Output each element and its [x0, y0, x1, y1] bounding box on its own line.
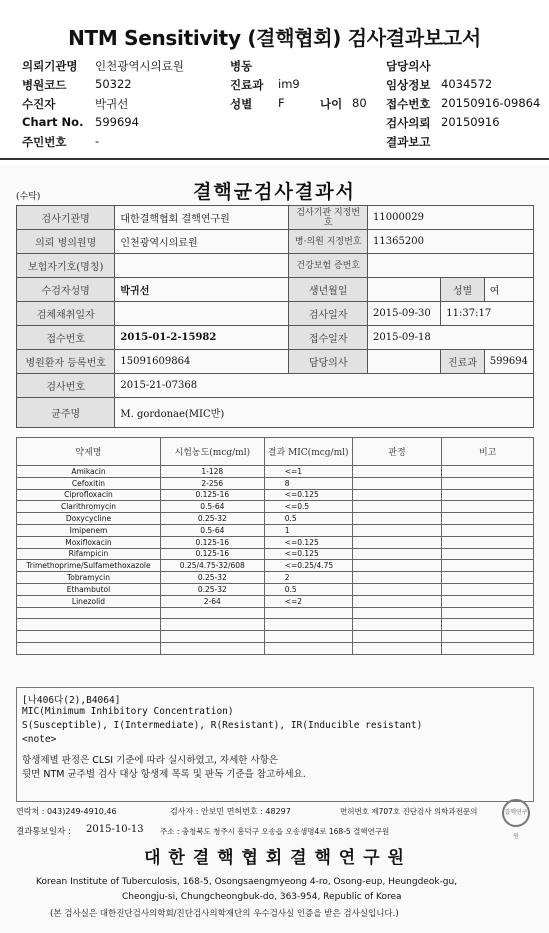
drug-name: Amikacin	[17, 466, 161, 478]
column-header: 비고	[442, 438, 534, 466]
test-range: 0.125-16	[160, 536, 264, 548]
organization-name: 대 한 결 핵 협 회 결 핵 연 구 원	[144, 848, 405, 868]
address: 주소 : 충청북도 청주시 흥덕구 오송읍 오송생명4로 168-5 결핵연구원	[160, 827, 390, 836]
license: 면허번호 제707호 진단검사 의학과전문의	[340, 807, 478, 816]
hospital-number: 11365200	[368, 230, 534, 254]
header-label: 병원코드	[22, 78, 67, 92]
test-range: 2-256	[160, 477, 264, 489]
field-label: 성별	[441, 278, 484, 302]
mic-result: 1	[264, 524, 352, 536]
field-label: 생년월일	[289, 278, 368, 302]
empty-cell	[264, 631, 352, 643]
report-tag: (수탁)	[16, 192, 41, 202]
remark	[442, 513, 534, 525]
note-line: 항생제별 판정은 CLSI 기준에 따라 실시하였고, 자세한 사항은	[22, 755, 278, 766]
interpretation	[352, 560, 442, 572]
sensitivity-table	[16, 437, 534, 655]
column-header: 결과 MIC(mcg/ml)	[264, 438, 352, 466]
drug-name: Linezolid	[17, 595, 161, 607]
column-header: 판정	[352, 438, 442, 466]
mic-result: 2	[264, 572, 352, 584]
field-label: 건강보험 증번호	[289, 254, 368, 278]
drug-name: Rifampicin	[17, 548, 161, 560]
specimen-date	[115, 302, 289, 326]
header-value: 599694	[95, 115, 139, 129]
table-row	[17, 206, 534, 230]
header-value: 50322	[95, 77, 132, 91]
empty-cell	[160, 607, 264, 619]
interpretation	[352, 583, 442, 595]
interpretation	[352, 489, 442, 501]
test-range: 0.25-32	[160, 513, 264, 525]
drug-name: Clarithromycin	[17, 501, 161, 513]
table-row	[17, 548, 534, 560]
certification-note: (본 검사실은 대한진단검사의학회/진단검사의학재단의 우수검사실 인증을 받은 검사실입니다.)	[50, 909, 399, 919]
table-row	[17, 374, 534, 398]
header-label: 수진자	[22, 97, 56, 111]
field-label: 보험자기호(명칭)	[17, 254, 115, 278]
test-range: 0.25-32	[160, 583, 264, 595]
interpretation	[352, 548, 442, 560]
note-line: [나406다(2),B4064]	[22, 695, 121, 706]
field-label: 검사번호	[17, 374, 115, 398]
inspector: 검사자 : 안보민 면허번호 : 48297	[170, 807, 291, 816]
header-value: -	[95, 134, 100, 148]
hospital-name: 인천광역시의료원	[115, 230, 289, 254]
note-line: 뒷면 NTM 균주별 검사 대상 항생제 목록 및 판독 기준을 참고하세요.	[22, 769, 306, 780]
interpretation	[352, 477, 442, 489]
drug-name: Cefoxitin	[17, 477, 161, 489]
contact: 연락처 : 043)249-4910,46	[16, 807, 117, 816]
interpretation	[352, 595, 442, 607]
header-value: 20150916-09864	[441, 96, 541, 110]
field-label: 접수번호	[17, 326, 115, 350]
table-row	[17, 477, 534, 489]
empty-cell	[352, 642, 442, 654]
remark	[442, 595, 534, 607]
remark	[442, 583, 534, 595]
report-title: NTM Sensitivity (결핵협회) 검사결과보고서	[68, 26, 481, 50]
report-title-scan: 결핵균검사결과서	[193, 181, 356, 203]
table-row	[17, 466, 534, 478]
mic-result: 0.5	[264, 513, 352, 525]
remark	[442, 489, 534, 501]
patient-name: 박귀선	[115, 278, 289, 302]
lab-name: 대한결핵협회 결핵연구원	[115, 206, 289, 230]
notes-box	[16, 687, 534, 802]
doctor	[368, 350, 441, 374]
empty-cell	[442, 619, 534, 631]
empty-cell	[17, 642, 161, 654]
drug-name: Imipenem	[17, 524, 161, 536]
mic-result: <=0.125	[264, 489, 352, 501]
scanned-report	[0, 165, 549, 933]
insurance-number	[368, 254, 534, 278]
drug-name: Doxycycline	[17, 513, 161, 525]
interpretation	[352, 524, 442, 536]
remark	[442, 536, 534, 548]
empty-cell	[352, 619, 442, 631]
empty-row	[17, 631, 534, 643]
column-header: 시험농도(mcg/ml)	[160, 438, 264, 466]
table-row	[17, 583, 534, 595]
empty-cell	[442, 642, 534, 654]
test-range: 0.125-16	[160, 548, 264, 560]
english-address-1: Korean Institute of Tuberculosis, 168-5, Osongsaengmyeong 4-ro, Osong-eup, Heungdeok-gu,	[36, 877, 458, 887]
empty-cell	[17, 619, 161, 631]
mic-result: <=0.125	[264, 548, 352, 560]
empty-cell	[160, 642, 264, 654]
header-value: 80	[352, 96, 367, 110]
test-range: 1-128	[160, 466, 264, 478]
english-address-2: Cheongju-si, Chungcheongbuk-do, 363-954, Republic of Korea	[122, 892, 402, 902]
field-label: 검사기관명	[17, 206, 115, 230]
table-row	[17, 254, 534, 278]
table-row	[17, 572, 534, 584]
table-row	[17, 501, 534, 513]
official-seal-icon: 결핵연구원	[502, 799, 530, 827]
test-range: 0.25/4.75-32/608	[160, 560, 264, 572]
field-label: 담당의사	[289, 350, 368, 374]
insurer	[115, 254, 289, 278]
header-label: 의뢰기관명	[22, 59, 78, 73]
test-range: 2-64	[160, 595, 264, 607]
remark	[442, 466, 534, 478]
field-label: 접수일자	[289, 326, 368, 350]
header-label: 임상정보	[386, 78, 431, 92]
table-row	[17, 595, 534, 607]
department: 599694	[484, 350, 533, 374]
mic-result: <=0.125	[264, 536, 352, 548]
registration-number: 15091609864	[115, 350, 289, 374]
note-line: <note>	[22, 734, 57, 745]
drug-name: Tobramycin	[17, 572, 161, 584]
mic-result: <=0.25/4.75	[264, 560, 352, 572]
empty-cell	[160, 631, 264, 643]
mic-result: <=2	[264, 595, 352, 607]
note-line: S(Susceptible), I(Intermediate), R(Resistant), IR(Inducible resistant)	[22, 720, 423, 731]
header-value: im9	[278, 77, 300, 91]
header-label: 병동	[230, 59, 253, 73]
test-range: 0.125-16	[160, 489, 264, 501]
header-label: 성별	[230, 97, 253, 111]
empty-row	[17, 619, 534, 631]
test-date: 2015-09-30	[368, 302, 441, 326]
header-label: 주민번호	[22, 135, 67, 149]
table-row	[17, 524, 534, 536]
test-time: 11:37:17	[441, 302, 534, 326]
empty-cell	[352, 631, 442, 643]
table-header-row	[17, 438, 534, 466]
field-label: 검사기관 지정번호	[289, 206, 368, 230]
mic-result: 0.5	[264, 583, 352, 595]
empty-row	[17, 642, 534, 654]
table-row	[17, 560, 534, 572]
mic-result: <=0.5	[264, 501, 352, 513]
test-number: 2015-21-07368	[115, 374, 534, 398]
interpretation	[352, 536, 442, 548]
field-label: 의뢰 병의원명	[17, 230, 115, 254]
remark	[442, 572, 534, 584]
empty-cell	[264, 642, 352, 654]
receipt-number: 2015-01-2-15982	[115, 326, 289, 350]
remark	[442, 477, 534, 489]
remark	[442, 501, 534, 513]
empty-cell	[264, 607, 352, 619]
interpretation	[352, 513, 442, 525]
header-label: 담당의사	[386, 59, 431, 73]
report-date-label: 결과통보일자 :	[16, 827, 71, 837]
interpretation	[352, 572, 442, 584]
header-value: 20150916	[441, 115, 500, 129]
empty-cell	[17, 607, 161, 619]
table-row	[17, 278, 534, 302]
lab-number: 11000029	[368, 206, 534, 230]
empty-cell	[264, 619, 352, 631]
header-label: 결과보고	[386, 135, 431, 149]
header-value: 인천광역시의료원	[95, 59, 184, 73]
table-row	[17, 513, 534, 525]
empty-cell	[352, 607, 442, 619]
header-divider	[0, 158, 549, 160]
test-range: 0.5-64	[160, 524, 264, 536]
receipt-date: 2015-09-18	[368, 326, 534, 350]
empty-row	[17, 607, 534, 619]
header-label: 접수번호	[386, 97, 431, 111]
header-label: 진료과	[230, 78, 264, 92]
mic-result: 8	[264, 477, 352, 489]
mic-result: <=1	[264, 466, 352, 478]
table-row	[17, 489, 534, 501]
drug-name: Ethambutol	[17, 583, 161, 595]
report-date: 2015-10-13	[86, 824, 144, 835]
table-row	[17, 398, 534, 428]
interpretation	[352, 466, 442, 478]
header-value: F	[278, 96, 285, 110]
field-label: 병원환자 등록번호	[17, 350, 115, 374]
test-range: 0.5-64	[160, 501, 264, 513]
interpretation	[352, 501, 442, 513]
header-value: 4034572	[441, 77, 493, 91]
empty-cell	[160, 619, 264, 631]
table-row	[17, 302, 534, 326]
remark	[442, 548, 534, 560]
header-value: 박귀선	[95, 97, 129, 111]
field-label: 검사일자	[289, 302, 368, 326]
patient-sex: 여	[484, 278, 533, 302]
drug-name: Ciprofloxacin	[17, 489, 161, 501]
table-row	[17, 536, 534, 548]
note-line: MIC(Minimum Inhibitory Concentration)	[22, 706, 234, 717]
empty-cell	[17, 631, 161, 643]
drug-name: Trimethoprime/Sulfamethoxazole	[17, 560, 161, 572]
remark	[442, 560, 534, 572]
header-label: 검사의뢰	[386, 116, 431, 130]
patient-info-table	[16, 205, 534, 428]
field-label: 균주명	[17, 398, 115, 428]
table-row	[17, 326, 534, 350]
empty-cell	[442, 607, 534, 619]
field-label: 병·의원 지정번호	[289, 230, 368, 254]
strain-name: M. gordonae(MIC반)	[115, 398, 534, 428]
empty-cell	[442, 631, 534, 643]
test-range: 0.25-32	[160, 572, 264, 584]
table-row	[17, 350, 534, 374]
field-label: 검체채취일자	[17, 302, 115, 326]
field-label: 수검자성명	[17, 278, 115, 302]
header-label: Chart No.	[22, 115, 84, 129]
drug-name: Moxifloxacin	[17, 536, 161, 548]
field-label: 진료과	[441, 350, 484, 374]
column-header: 약제명	[17, 438, 161, 466]
header-label: 나이	[320, 97, 343, 111]
table-row	[17, 230, 534, 254]
remark	[442, 524, 534, 536]
birth-date	[368, 278, 441, 302]
